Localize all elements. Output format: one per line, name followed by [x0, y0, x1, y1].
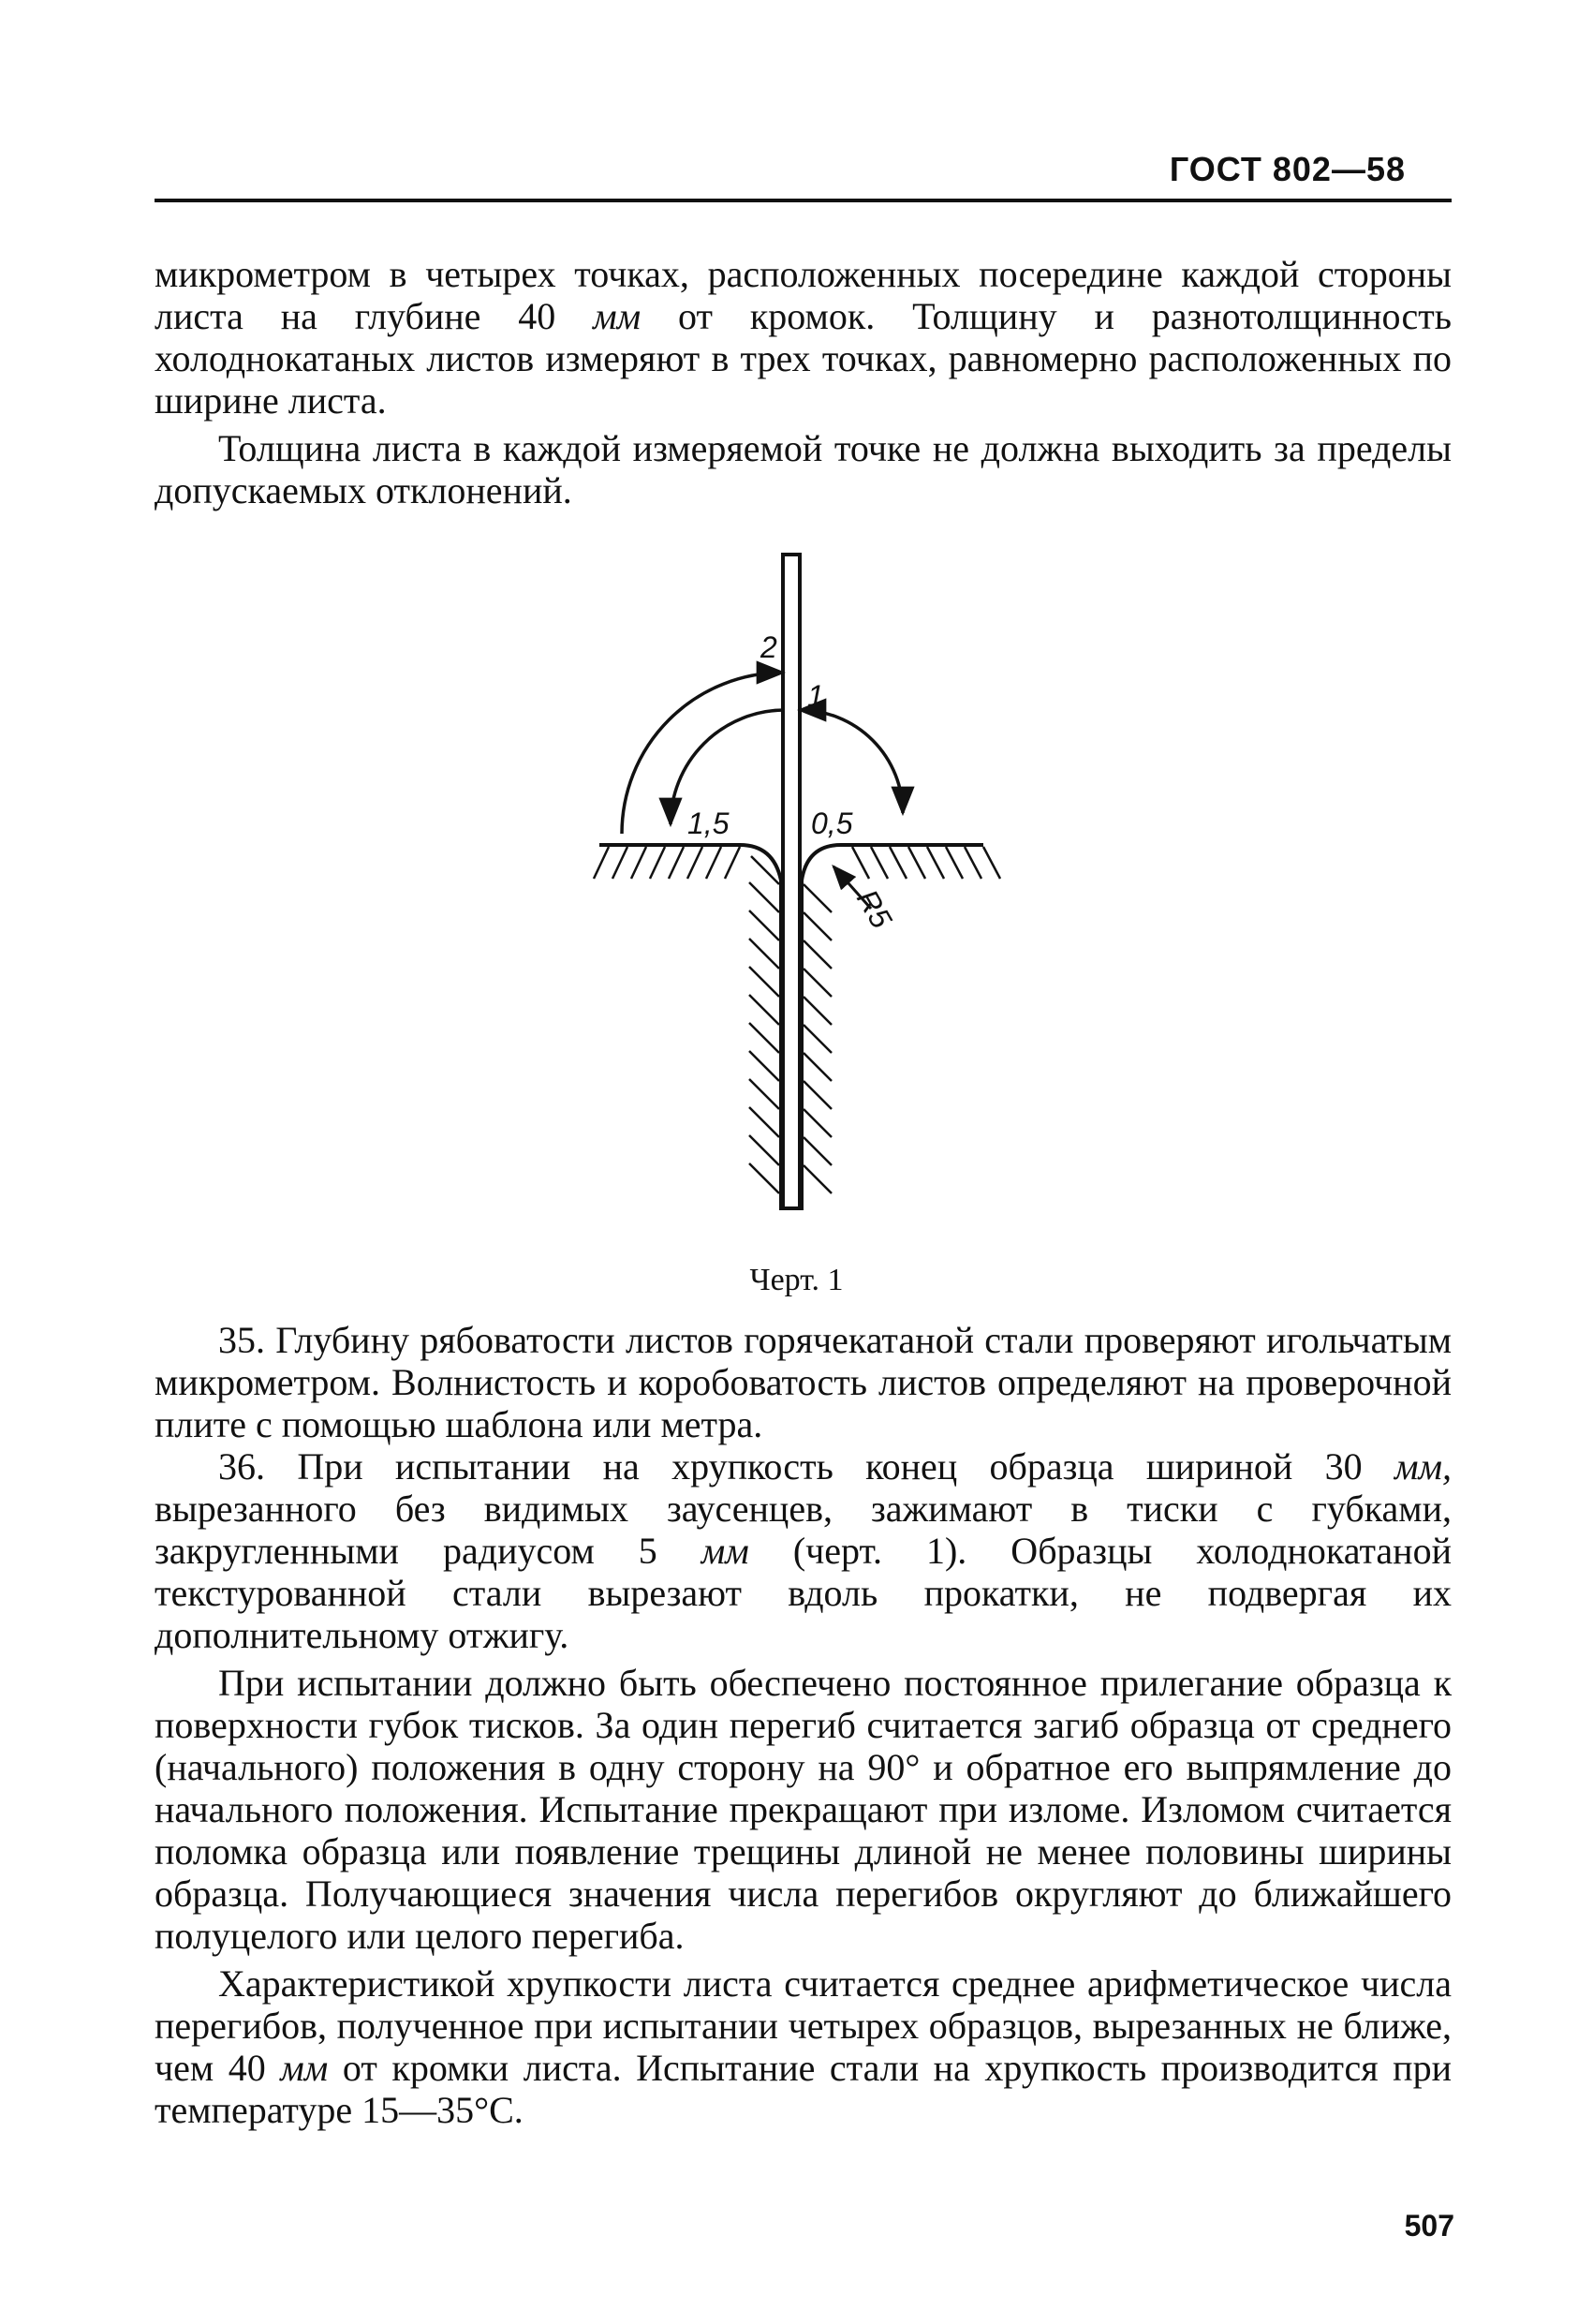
right-jaw-side-hatch	[804, 884, 832, 1193]
figure-caption: Черт. 1	[749, 1263, 844, 1297]
paragraph-tolerance: Толщина листа в каждой измеряемой точке не должна выходить за пределы допускаемых отклонений.	[155, 427, 1452, 511]
page-number: 507	[1404, 2209, 1454, 2243]
paragraph-brittleness: Характеристикой хрупкости листа считается среднее арифметическое числа перегибов, полученное при испытании четырех образцов, вырезанных не ближе, чем 40 мм от кромки листа. Испытание стали на хрупкость производится при температуре 15—35°С.	[155, 1962, 1452, 2131]
figure-label-1-5: 1,5	[687, 807, 730, 840]
figure-label-r5: R5	[849, 883, 899, 934]
figure-label-1: 1	[807, 679, 824, 713]
specimen-strip	[783, 555, 800, 1208]
standard-number: ГОСТ 802—58	[1169, 150, 1406, 188]
paragraph-measurement: микрометром в четырех точках, расположенных посередине каждой стороны листа на глубине 40 мм от кромок. Толщину и разнотолщинность холоднокатаных листов измеряют в трех точках, равномерно расположенных по ширине листа.	[155, 253, 1453, 422]
right-bend-arc	[800, 710, 903, 813]
figure-label-2: 2	[760, 630, 777, 664]
bottom-text-block	[155, 1319, 1452, 2131]
figure-label-0-5: 0,5	[811, 807, 853, 840]
paragraph-35: 35. Глубину рябоватости листов горячекатаной стали проверяют игольчатым микрометром. Волнистость и коробоватость листов определяют на проверочной плите с помощью шаблона или метра.	[155, 1319, 1452, 1445]
left-jaw-side-hatch	[749, 856, 779, 1193]
paragraph-bending-procedure: При испытании должно быть обеспечено постоянное прилегание образца к поверхности губок тисков. За один перегиб считается загиб образца от среднего (начального) положения в одну сторону на 90° и обратное его выпрямление до начального положения. Испытание прекращают при изломе. Изломом считается поломка образца или появление трещины длиной не менее половины ширины образца. Получающиеся значения числа перегибов округляют до ближайшего полуцелого или целого перегиба.	[155, 1662, 1452, 1957]
paragraph-36: 36. При испытании на хрупкость конец образца шириной 30 мм, вырезанного без видимых заусенцев, зажимают в тиски с губками, закругленными радиусом 5 мм (черт. 1). Образцы холоднокатаной текстурованной стали вырезают вдоль прокатки, не подвергая их дополнительному отжигу.	[155, 1445, 1452, 1656]
left-jaw-top-hatch	[594, 847, 740, 879]
right-jaw-top-hatch	[852, 847, 1000, 879]
right-jaw-outline	[802, 845, 983, 1210]
